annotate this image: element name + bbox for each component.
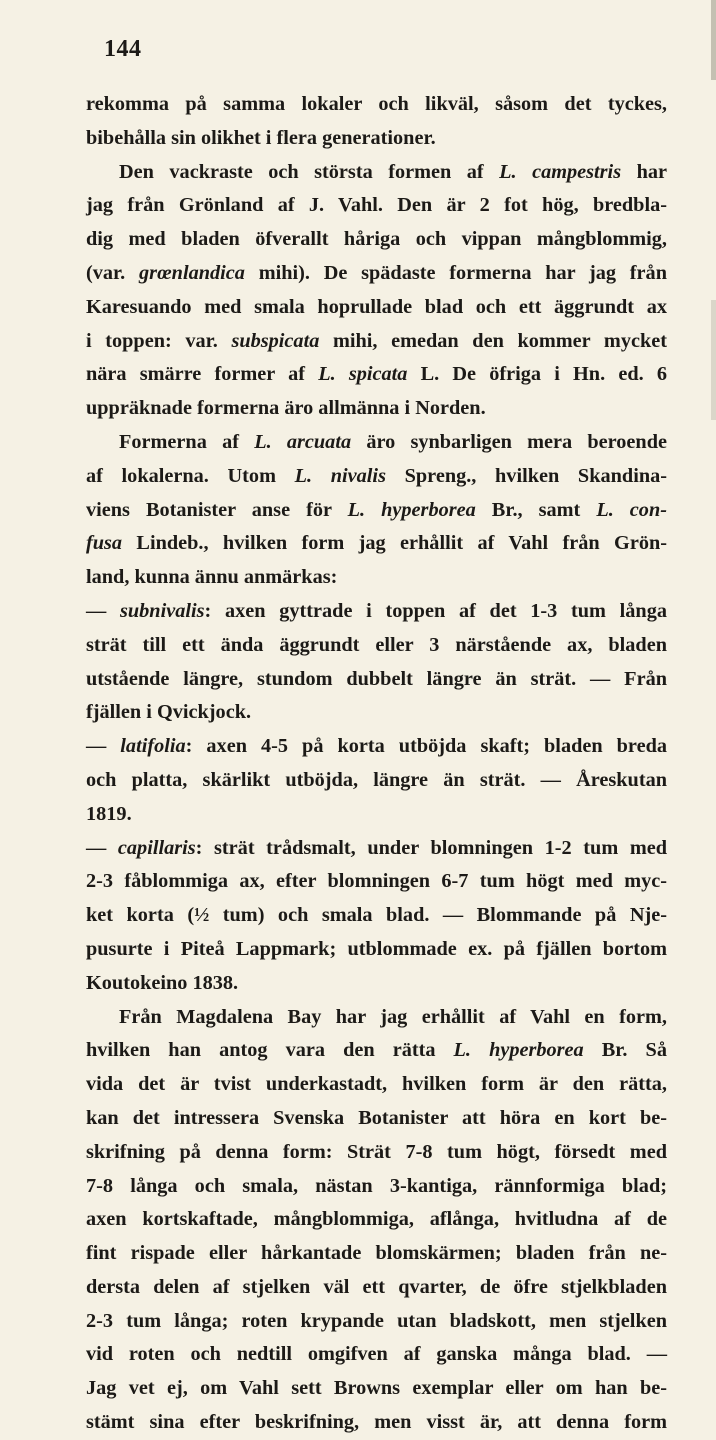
- text-line: [86, 1102, 667, 1136]
- italic-species-name: latifolia: [120, 735, 186, 758]
- text-fragment: strät till ett ända äggrundt eller 3 närstående ax, bladen: [86, 633, 667, 656]
- text-fragment: mihi). De spädaste formerna har jag från: [244, 261, 667, 284]
- text-fragment: stämt sina efter beskrifning, men visst är, att denna form: [86, 1411, 667, 1434]
- text-fragment: Koutokeino 1838.: [86, 971, 239, 994]
- text-line: [86, 1305, 667, 1339]
- text-fragment: Karesuando med smala hoprullade blad och ett äggrundt ax: [86, 295, 667, 318]
- text-line: [86, 1338, 667, 1372]
- italic-species-name: fusa: [86, 532, 123, 555]
- italic-species-name: grœnlandica: [139, 261, 245, 284]
- text-fragment: pusurte i Piteå Lappmark; utblommade ex. på fjällen bortom: [86, 937, 667, 960]
- text-line: [86, 1068, 667, 1102]
- text-line: [86, 730, 667, 764]
- text-line: [86, 291, 667, 325]
- text-fragment: Jag vet ej, om Vahl sett Browns exemplar eller om han be-: [86, 1377, 667, 1400]
- text-fragment: —: [86, 735, 121, 758]
- text-line: [86, 1372, 667, 1406]
- text-line: [86, 122, 667, 156]
- page-number: 144: [104, 36, 142, 62]
- italic-species-name: L. spicata: [318, 363, 408, 386]
- text-line: [86, 561, 667, 595]
- text-line: [86, 663, 667, 697]
- text-line: [86, 933, 667, 967]
- text-fragment: och platta, skärlikt utböjda, längre än strät. — Åreskutan: [86, 768, 667, 791]
- text-fragment: bibehålla sin olikhet i flera generationer.: [86, 126, 436, 149]
- text-fragment: 7-8 långa och smala, nästan 3-kantiga, rännformiga blad;: [86, 1174, 667, 1197]
- text-fragment: Lindeb., hvilken form jag erhållit af Vahl från Grön-: [122, 532, 667, 555]
- text-fragment: fint rispade eller hårkantade blomskärmen; bladen från ne-: [86, 1242, 667, 1265]
- italic-species-name: L. hyperborea: [453, 1039, 584, 1062]
- text-fragment: vid roten och nedtill omgifven af ganska många blad. —: [86, 1343, 667, 1366]
- italic-species-name: subspicata: [231, 329, 320, 352]
- text-fragment: —: [86, 599, 120, 622]
- page-edge-shadow: [711, 300, 716, 420]
- text-fragment: af lokalerna. Utom: [86, 464, 295, 487]
- text-line: [86, 527, 667, 561]
- text-fragment: Den vackraste och största formen af: [119, 160, 500, 183]
- text-line: [86, 325, 667, 359]
- body-text: [86, 88, 667, 1440]
- text-line: [86, 392, 667, 426]
- text-line: [86, 1136, 667, 1170]
- text-line: [86, 88, 667, 122]
- text-fragment: land, kunna ännu anmärkas:: [86, 566, 338, 589]
- italic-species-name: L. hyperborea: [347, 498, 476, 521]
- text-fragment: Formerna af: [119, 430, 255, 453]
- text-fragment: hvilken han antog vara den rätta: [86, 1039, 454, 1062]
- text-fragment: Spreng., hvilken Skandina-: [385, 464, 668, 487]
- text-fragment: 2-3 fåblommiga ax, efter blomningen 6-7 tum högt med myc-: [86, 870, 667, 893]
- text-fragment: : axen gyttrade i toppen af det 1-3 tum långa: [204, 599, 667, 622]
- text-line: [86, 189, 667, 223]
- text-fragment: ket korta (½ tum) och smala blad. — Blommande på Nje-: [86, 904, 667, 927]
- text-line: [86, 257, 667, 291]
- text-fragment: Br., samt: [475, 498, 597, 521]
- text-fragment: 2-3 tum långa; roten krypande utan bladskott, men stjelken: [86, 1309, 667, 1332]
- text-line: [86, 629, 667, 663]
- text-line: [86, 1203, 667, 1237]
- text-fragment: L. De öfriga i Hn. ed. 6: [407, 363, 667, 386]
- text-line: [86, 156, 667, 190]
- text-line: [86, 798, 667, 832]
- text-line: [86, 1271, 667, 1305]
- text-line: [86, 358, 667, 392]
- text-line: [86, 1406, 667, 1440]
- italic-species-name: subnivalis: [119, 599, 205, 622]
- italic-species-name: L. arcuata: [254, 430, 352, 453]
- text-line: [86, 967, 667, 1001]
- text-fragment: Br. Så: [583, 1039, 667, 1062]
- text-fragment: fjällen i Qvickjock.: [86, 701, 252, 724]
- italic-species-name: L. nivalis: [294, 464, 386, 487]
- text-fragment: nära smärre former af: [86, 363, 319, 386]
- text-line: [86, 865, 667, 899]
- text-fragment: viens Botanister anse för: [86, 498, 348, 521]
- text-fragment: : axen 4-5 på korta utböjda skaft; bladen breda: [185, 735, 667, 758]
- text-line: [86, 1001, 667, 1035]
- text-fragment: : strät trådsmalt, under blomningen 1-2 tum med: [195, 836, 668, 859]
- text-fragment: uppräknade formerna äro allmänna i Norden.: [86, 397, 486, 420]
- text-fragment: jag från Grönland af J. Vahl. Den är 2 fot hög, bredbla-: [86, 194, 667, 217]
- page-edge-shadow: [711, 0, 716, 80]
- text-fragment: utstående längre, stundom dubbelt längre än strät. — Från: [86, 667, 667, 690]
- text-line: [86, 1034, 667, 1068]
- text-fragment: rekomma på samma lokaler och likväl, såsom det tyckes,: [86, 93, 667, 115]
- text-line: [86, 426, 667, 460]
- text-fragment: kan det intressera Svenska Botanister att höra en kort be-: [86, 1106, 667, 1129]
- text-line: [86, 494, 667, 528]
- text-fragment: i toppen: var.: [86, 329, 232, 352]
- italic-species-name: capillaris: [117, 836, 196, 859]
- text-fragment: dig med bladen öfverallt håriga och vippan mångblommig,: [86, 228, 667, 251]
- text-line: [86, 223, 667, 257]
- text-fragment: dersta delen af stjelken väl ett qvarter, de öfre stjelkbladen: [86, 1275, 667, 1298]
- text-line: [86, 1170, 667, 1204]
- text-fragment: —: [86, 836, 118, 859]
- text-fragment: har: [621, 160, 667, 183]
- text-fragment: äro synbarligen mera beroende: [351, 430, 667, 453]
- text-fragment: axen kortskaftade, mångblommiga, aflånga, hvitludna af de: [86, 1208, 667, 1231]
- text-line: [86, 899, 667, 933]
- text-line: [86, 595, 667, 629]
- text-fragment: 1819.: [86, 802, 132, 825]
- text-line: [86, 460, 667, 494]
- text-line: [86, 832, 667, 866]
- text-fragment: vida det är tvist underkastadt, hvilken form är den rätta,: [86, 1073, 667, 1096]
- text-fragment: Från Magdalena Bay har jag erhållit af Vahl en form,: [119, 1005, 667, 1028]
- text-fragment: (var.: [86, 261, 139, 284]
- italic-species-name: L. campestris: [499, 160, 622, 183]
- text-line: [86, 696, 667, 730]
- text-fragment: skrifning på denna form: Strät 7-8 tum högt, försedt med: [86, 1140, 667, 1163]
- text-line: [86, 764, 667, 798]
- text-line: [86, 1237, 667, 1271]
- text-fragment: mihi, emedan den kommer mycket: [319, 329, 667, 352]
- italic-species-name: L. con-: [596, 498, 667, 521]
